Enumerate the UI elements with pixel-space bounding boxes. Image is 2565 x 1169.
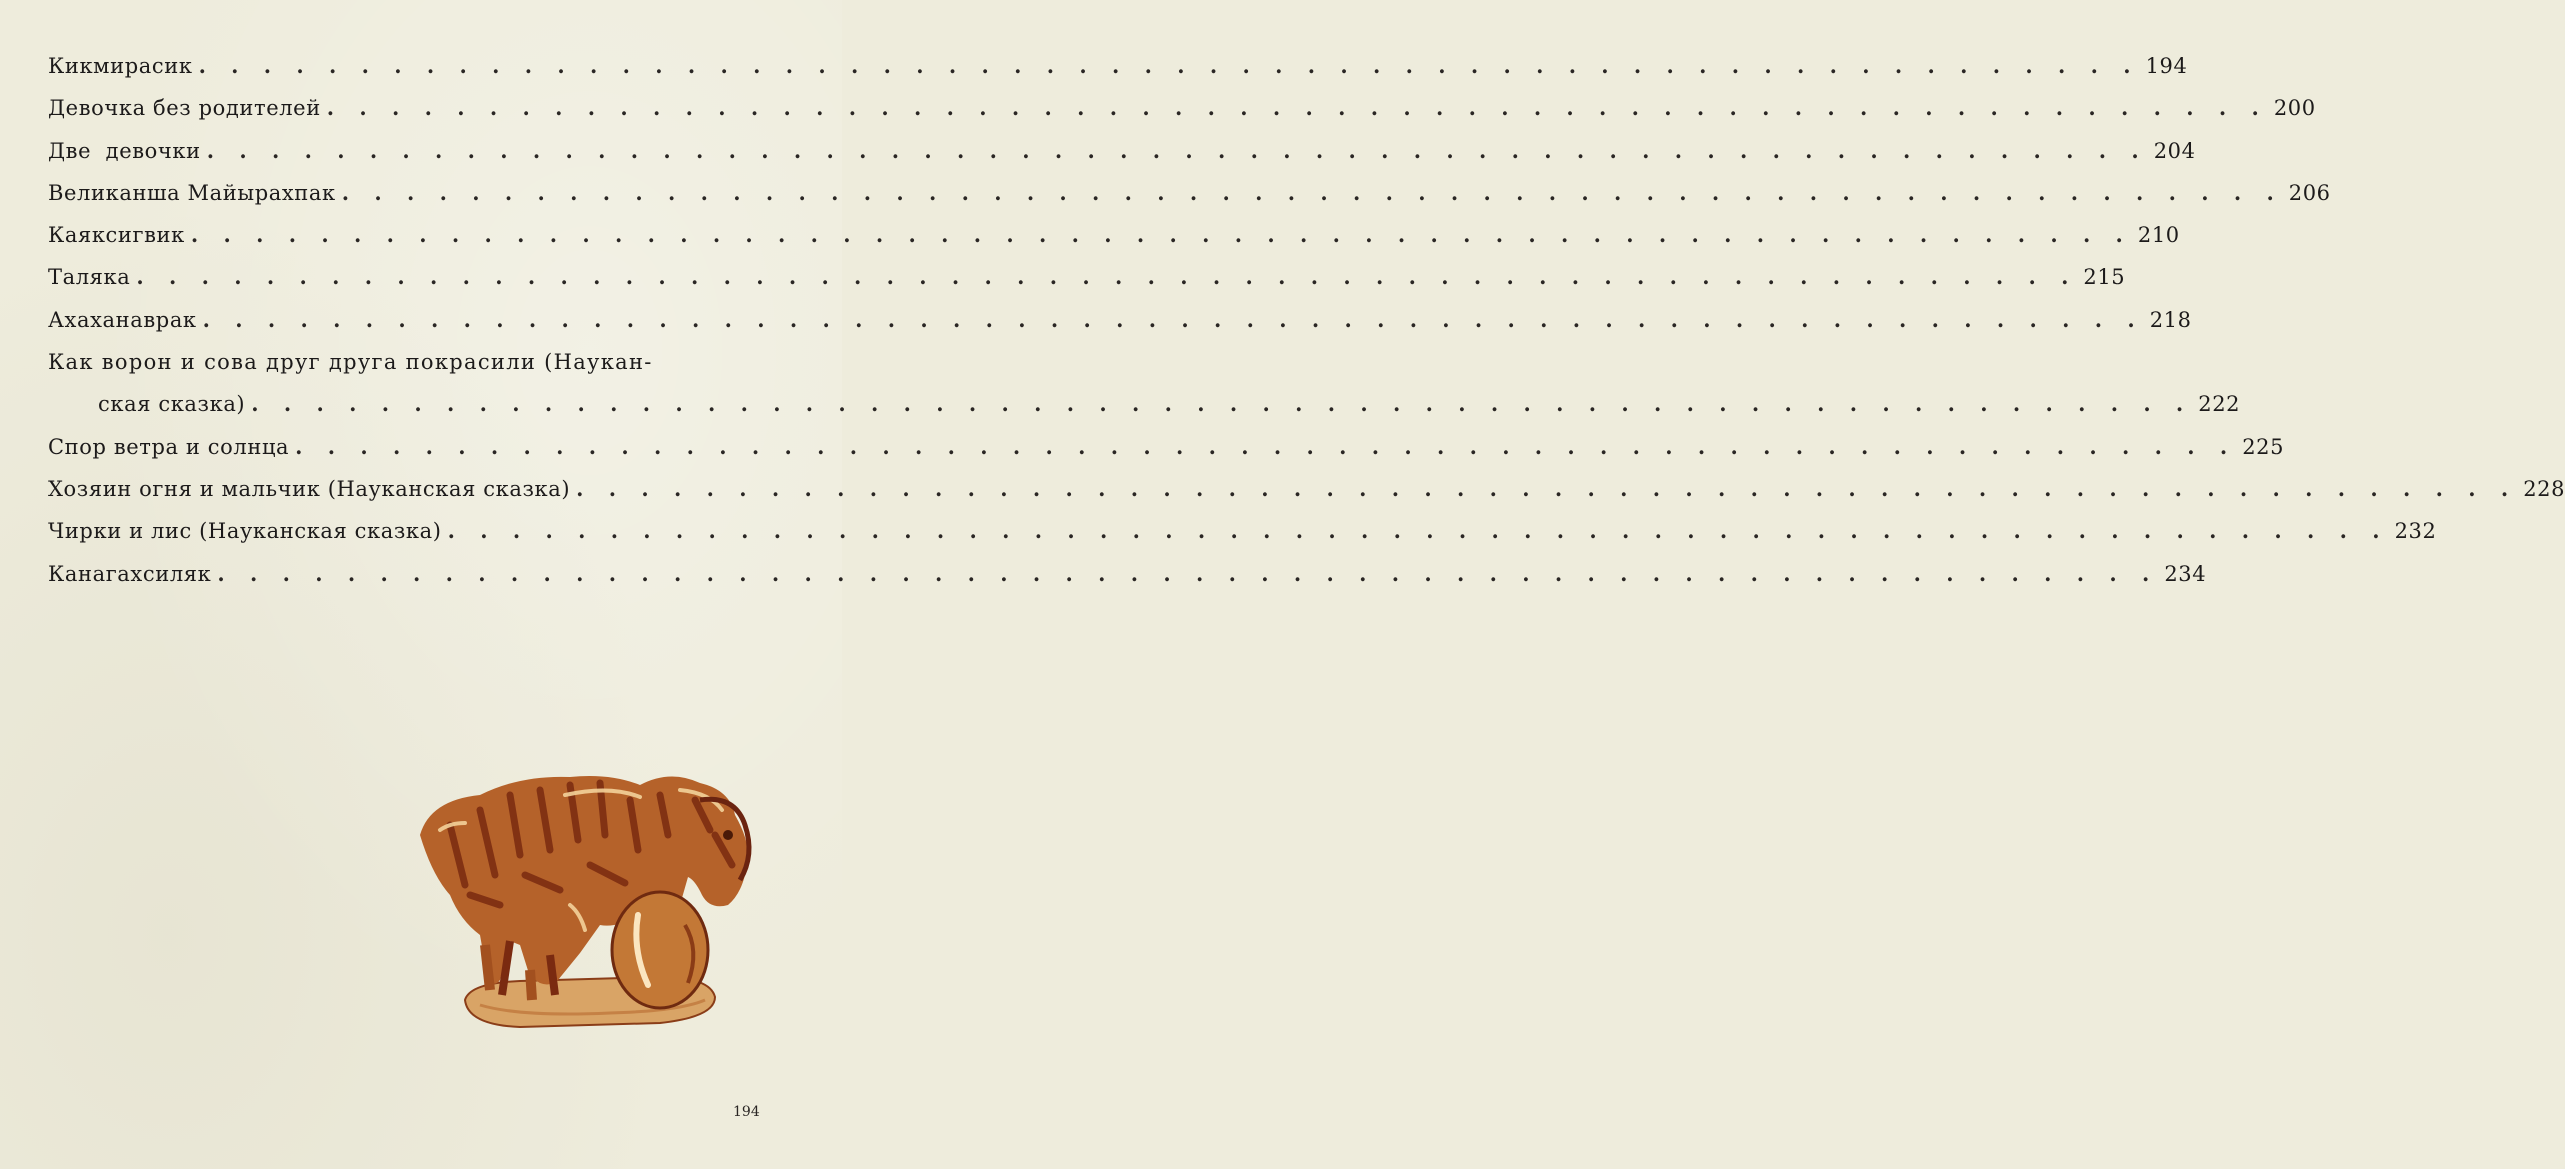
toc-entry-title: Великанша Майырахпак	[48, 180, 336, 205]
toc-entry[interactable]	[48, 513, 2437, 555]
toc-entry-page: 200	[2273, 96, 2316, 121]
toc-entry-multiline-second[interactable]	[48, 386, 2241, 428]
page-number: 194	[733, 1104, 760, 1120]
toc-entry[interactable]	[48, 90, 2316, 132]
toc-entry[interactable]	[48, 471, 2565, 513]
toc-entry[interactable]	[48, 302, 2192, 344]
toc-entry[interactable]	[48, 556, 2207, 598]
toc-entry-page: 194	[2145, 54, 2188, 78]
toc-entry-multiline-first[interactable]	[48, 344, 754, 386]
toc-entry-page: 222	[2198, 392, 2241, 417]
dot-leader	[245, 386, 2198, 422]
toc-entry-page: 228	[2523, 476, 2565, 501]
toc-entry[interactable]	[48, 133, 2196, 175]
toc-entry-title: Ахаханаврак	[48, 307, 197, 332]
dot-leader	[193, 48, 2146, 84]
dot-leader	[201, 133, 2154, 169]
toc-entry-page: 232	[2394, 519, 2437, 544]
toc-entry-title-line1: Как ворон и сова друг друга покрасили (Наукан-	[48, 350, 653, 375]
toc-entry-title: Спор ветра и солнца	[48, 434, 290, 459]
toc-entry-title: Две девочки	[48, 138, 201, 163]
dot-leader	[442, 513, 2395, 549]
toc-entry-page: 206	[2288, 180, 2331, 205]
table-of-contents	[48, 48, 2565, 598]
toc-entry-title: Чирки и лис (Науканская сказка)	[48, 519, 442, 544]
dot-leader	[289, 429, 2242, 465]
toc-entry-page: 215	[2083, 265, 2126, 290]
dot-leader	[321, 90, 2274, 126]
toc-entry-page: 218	[2149, 307, 2192, 332]
toc-entry[interactable]	[48, 175, 2331, 217]
toc-entry[interactable]	[48, 48, 2188, 90]
toc-entry-title: Каяксигвик	[48, 223, 185, 248]
toc-entry-title: Хозяин огня и мальчик (Науканская сказка)	[48, 476, 571, 501]
toc-entry-page: 210	[2137, 223, 2180, 248]
toc-entry-title: Кикмирасик	[48, 54, 193, 78]
dot-leader	[130, 259, 2083, 295]
walrus-ivory-figurine-icon	[410, 755, 760, 1055]
toc-entry-title: Девочка без родителей	[48, 96, 321, 121]
toc-entry[interactable]	[48, 217, 2180, 259]
dot-leader	[336, 175, 2289, 211]
toc-entry-title: Канагахсиляк	[48, 561, 212, 586]
dot-leader	[570, 471, 2523, 507]
toc-entry-page: 234	[2164, 561, 2207, 586]
dot-leader	[185, 217, 2138, 253]
toc-entry-title: Таляка	[48, 265, 131, 290]
toc-entry[interactable]	[48, 259, 2126, 301]
toc-entry-page: 204	[2153, 138, 2196, 163]
dot-leader	[197, 302, 2150, 338]
toc-entry[interactable]	[48, 429, 2285, 471]
dot-leader	[211, 556, 2164, 592]
toc-entry-page: 225	[2242, 434, 2285, 459]
toc-entry-title-line2: ская сказка)	[98, 392, 246, 417]
